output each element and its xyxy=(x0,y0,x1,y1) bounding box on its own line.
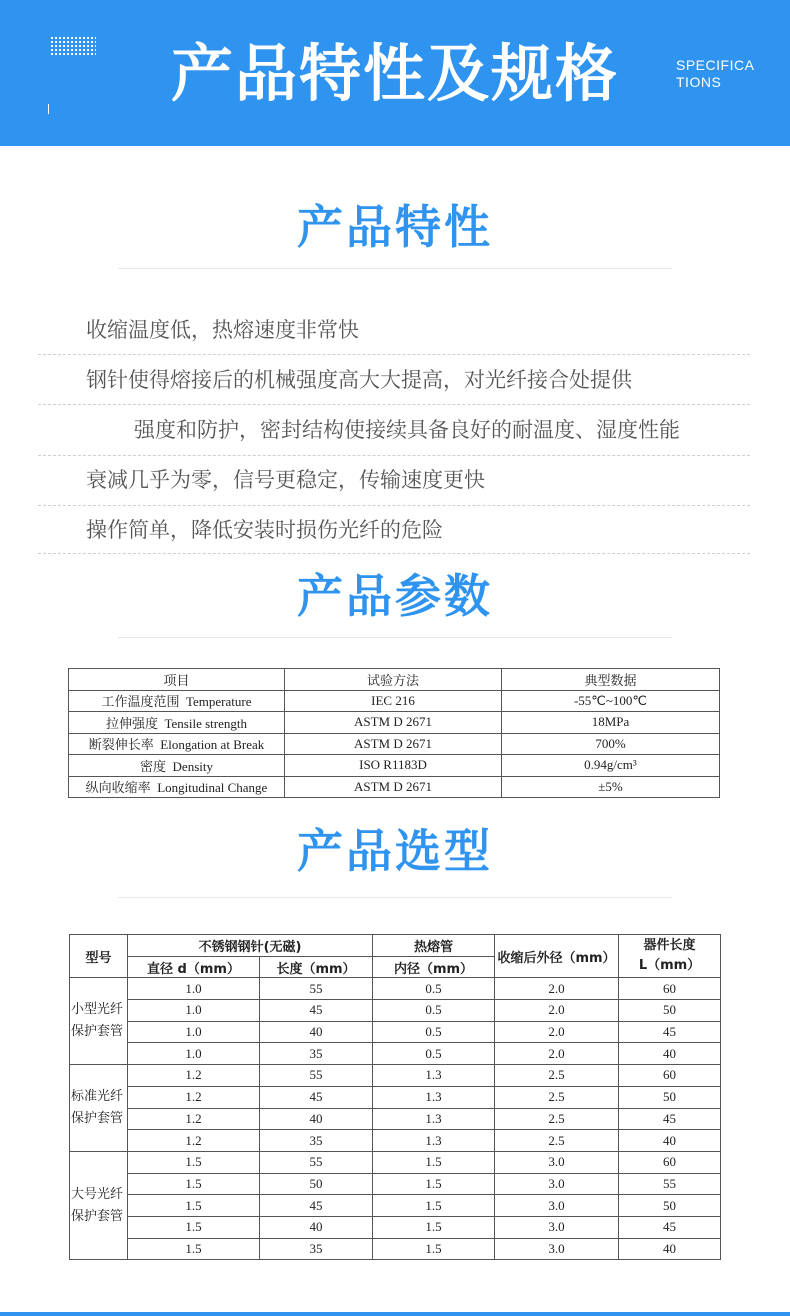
param-name-en: Elongation at Break xyxy=(160,737,265,753)
table-cell: 2.0 xyxy=(495,1043,619,1065)
table-cell: 1.5 xyxy=(373,1238,495,1260)
table-row xyxy=(70,1065,721,1087)
table-cell: 45 xyxy=(260,1086,373,1108)
table-cell: 40 xyxy=(619,1043,721,1065)
param-name-zh: 拉伸强度 xyxy=(105,716,158,732)
feature-divider xyxy=(38,455,750,456)
table-row xyxy=(70,1021,721,1043)
param-value-cell: ±5% xyxy=(502,776,720,798)
param-name-cell xyxy=(69,755,285,777)
table-cell: 50 xyxy=(619,1000,721,1022)
table-cell: 2.5 xyxy=(495,1130,619,1152)
table-cell: 2.0 xyxy=(495,978,619,1000)
table-cell: 1.5 xyxy=(128,1151,260,1173)
bottom-accent-bar xyxy=(0,1312,790,1316)
param-value-cell: -55℃~100℃ xyxy=(502,690,720,712)
table-header-cell: 型号 xyxy=(70,935,128,978)
feature-divider xyxy=(38,404,750,405)
param-method-cell: ISO R1183D xyxy=(285,755,502,777)
table-cell: 1.2 xyxy=(128,1130,260,1152)
table-cell: 3.0 xyxy=(495,1216,619,1238)
table-cell: 60 xyxy=(619,1151,721,1173)
table-row xyxy=(70,1238,721,1260)
table-row xyxy=(69,712,720,734)
header-subtitle-line1: SPECIFICA xyxy=(676,57,755,73)
table-header-row xyxy=(70,935,721,957)
model-group-cell: 大号光纤保护套管 xyxy=(70,1151,128,1259)
table-cell: 1.3 xyxy=(373,1108,495,1130)
selection-divider xyxy=(118,897,672,898)
table-header-cell: 不锈钢钢针(无磁) xyxy=(128,935,373,957)
table-cell: 1.5 xyxy=(128,1216,260,1238)
table-cell: 1.0 xyxy=(128,1021,260,1043)
table-row xyxy=(70,1108,721,1130)
table-cell: 0.5 xyxy=(373,1021,495,1043)
table-cell: 1.3 xyxy=(373,1086,495,1108)
table-cell: 60 xyxy=(619,1065,721,1087)
table-row xyxy=(69,733,720,755)
table-cell: 1.5 xyxy=(373,1151,495,1173)
table-row xyxy=(70,1043,721,1065)
table-cell: 45 xyxy=(619,1216,721,1238)
table-cell: 1.5 xyxy=(373,1195,495,1217)
table-cell: 2.5 xyxy=(495,1108,619,1130)
table-cell: 35 xyxy=(260,1043,373,1065)
feature-divider xyxy=(38,553,750,554)
table-cell: 55 xyxy=(619,1173,721,1195)
table-row xyxy=(69,776,720,798)
param-name-zh: 断裂伸长率 xyxy=(88,738,154,754)
table-cell: 1.5 xyxy=(128,1238,260,1260)
page-title: 产品特性及规格 xyxy=(170,37,619,110)
header-subtitle xyxy=(676,57,754,91)
param-method-cell: ASTM D 2671 xyxy=(285,733,502,755)
table-cell: 3.0 xyxy=(495,1151,619,1173)
param-method-cell: ASTM D 2671 xyxy=(285,712,502,734)
table-cell: 1.2 xyxy=(128,1108,260,1130)
feature-divider xyxy=(38,505,750,506)
table-header-cell: 内径（mm） xyxy=(373,956,495,978)
table-header-cell: 试验方法 xyxy=(285,669,502,691)
table-cell: 60 xyxy=(619,978,721,1000)
table-cell: 0.5 xyxy=(373,1043,495,1065)
param-name-zh: 密度 xyxy=(140,759,167,775)
table-cell: 1.5 xyxy=(128,1173,260,1195)
table-cell: 1.0 xyxy=(128,1043,260,1065)
table-cell: 50 xyxy=(619,1195,721,1217)
table-cell: 3.0 xyxy=(495,1173,619,1195)
param-name-cell xyxy=(69,733,285,755)
table-cell: 50 xyxy=(619,1086,721,1108)
param-value-cell: 18MPa xyxy=(502,712,720,734)
header-subtitle-line2: TIONS xyxy=(676,74,722,90)
table-cell: 3.0 xyxy=(495,1238,619,1260)
table-cell: 1.0 xyxy=(128,978,260,1000)
table-cell: 1.3 xyxy=(373,1065,495,1087)
param-name-zh: 工作温度范围 xyxy=(101,695,180,711)
selection-table-body xyxy=(70,978,721,1260)
length-header-line2: L（mm） xyxy=(638,958,701,974)
feature-item: 操作简单，降低安装时损伤光纤的危险 xyxy=(86,518,443,542)
table-header-cell: 热熔管 xyxy=(373,935,495,957)
param-value-cell: 0.94g/cm³ xyxy=(502,755,720,777)
selection-title: 产品选型 xyxy=(297,824,493,878)
table-cell: 1.5 xyxy=(128,1195,260,1217)
table-cell: 45 xyxy=(619,1108,721,1130)
table-header-cell: 收缩后外径（mm） xyxy=(495,935,619,978)
param-name-cell xyxy=(69,690,285,712)
table-cell: 40 xyxy=(260,1021,373,1043)
table-cell: 40 xyxy=(619,1238,721,1260)
table-row xyxy=(69,690,720,712)
params-title: 产品参数 xyxy=(297,569,493,623)
param-name-cell xyxy=(69,776,285,798)
feature-item: 衰减几乎为零，信号更稳定，传输速度更快 xyxy=(86,468,485,492)
params-divider xyxy=(118,637,672,638)
table-row xyxy=(70,1086,721,1108)
table-header-cell: 典型数据 xyxy=(502,669,720,691)
table-cell: 2.5 xyxy=(495,1086,619,1108)
features-title: 产品特性 xyxy=(297,200,493,254)
model-group-cell: 标准光纤保护套管 xyxy=(70,1065,128,1152)
table-cell: 1.2 xyxy=(128,1065,260,1087)
param-name-en: Temperature xyxy=(186,694,252,710)
model-group-cell: 小型光纤保护套管 xyxy=(70,978,128,1065)
param-name-en: Density xyxy=(172,758,213,774)
table-cell: 45 xyxy=(260,1000,373,1022)
table-cell: 40 xyxy=(619,1130,721,1152)
table-cell: 55 xyxy=(260,1151,373,1173)
table-cell: 40 xyxy=(260,1108,373,1130)
param-name-zh: 纵向收缩率 xyxy=(85,781,151,797)
param-name-en: Longitudinal Change xyxy=(157,780,268,796)
feature-item: 钢针使得熔接后的机械强度高大大提高，对光纤接合处提供 xyxy=(86,368,632,392)
param-method-cell: IEC 216 xyxy=(285,690,502,712)
table-row xyxy=(69,755,720,777)
table-cell: 0.5 xyxy=(373,978,495,1000)
table-cell: 1.2 xyxy=(128,1086,260,1108)
features-divider xyxy=(118,268,672,269)
table-cell: 0.5 xyxy=(373,1000,495,1022)
table-cell: 55 xyxy=(260,1065,373,1087)
table-cell: 40 xyxy=(260,1216,373,1238)
table-row xyxy=(70,1130,721,1152)
table-cell: 45 xyxy=(260,1195,373,1217)
param-name-en: Tensile strength xyxy=(164,715,247,731)
table-cell: 1.0 xyxy=(128,1000,260,1022)
feature-item: 强度和防护，密封结构使接续具备良好的耐温度、湿度性能 xyxy=(134,418,680,442)
param-name-cell xyxy=(69,712,285,734)
table-row xyxy=(70,1000,721,1022)
feature-divider xyxy=(38,354,750,355)
table-cell: 50 xyxy=(260,1173,373,1195)
table-header-cell xyxy=(619,935,721,978)
table-header-cell: 项目 xyxy=(69,669,285,691)
table-row xyxy=(70,1216,721,1238)
table-cell: 35 xyxy=(260,1238,373,1260)
table-cell: 1.5 xyxy=(373,1216,495,1238)
param-value-cell: 700% xyxy=(502,733,720,755)
feature-item: 收缩温度低，热熔速度非常快 xyxy=(86,318,359,342)
table-cell: 2.0 xyxy=(495,1000,619,1022)
length-header-line1: 器件长度 xyxy=(643,938,696,954)
table-row xyxy=(70,1173,721,1195)
table-cell: 2.0 xyxy=(495,1021,619,1043)
table-row xyxy=(70,1151,721,1173)
table-row xyxy=(70,978,721,1000)
table-header-cell: 直径 d（mm） xyxy=(128,956,260,978)
selection-table xyxy=(69,934,721,1260)
table-header-row xyxy=(69,669,720,691)
table-cell: 1.5 xyxy=(373,1173,495,1195)
header-banner xyxy=(0,0,790,146)
table-cell: 3.0 xyxy=(495,1195,619,1217)
table-cell: 1.3 xyxy=(373,1130,495,1152)
table-cell: 45 xyxy=(619,1021,721,1043)
table-cell: 35 xyxy=(260,1130,373,1152)
table-cell: 55 xyxy=(260,978,373,1000)
param-method-cell: ASTM D 2671 xyxy=(285,776,502,798)
table-row xyxy=(70,1195,721,1217)
params-table xyxy=(68,668,720,798)
table-header-cell: 长度（mm） xyxy=(260,956,373,978)
table-cell: 2.5 xyxy=(495,1065,619,1087)
